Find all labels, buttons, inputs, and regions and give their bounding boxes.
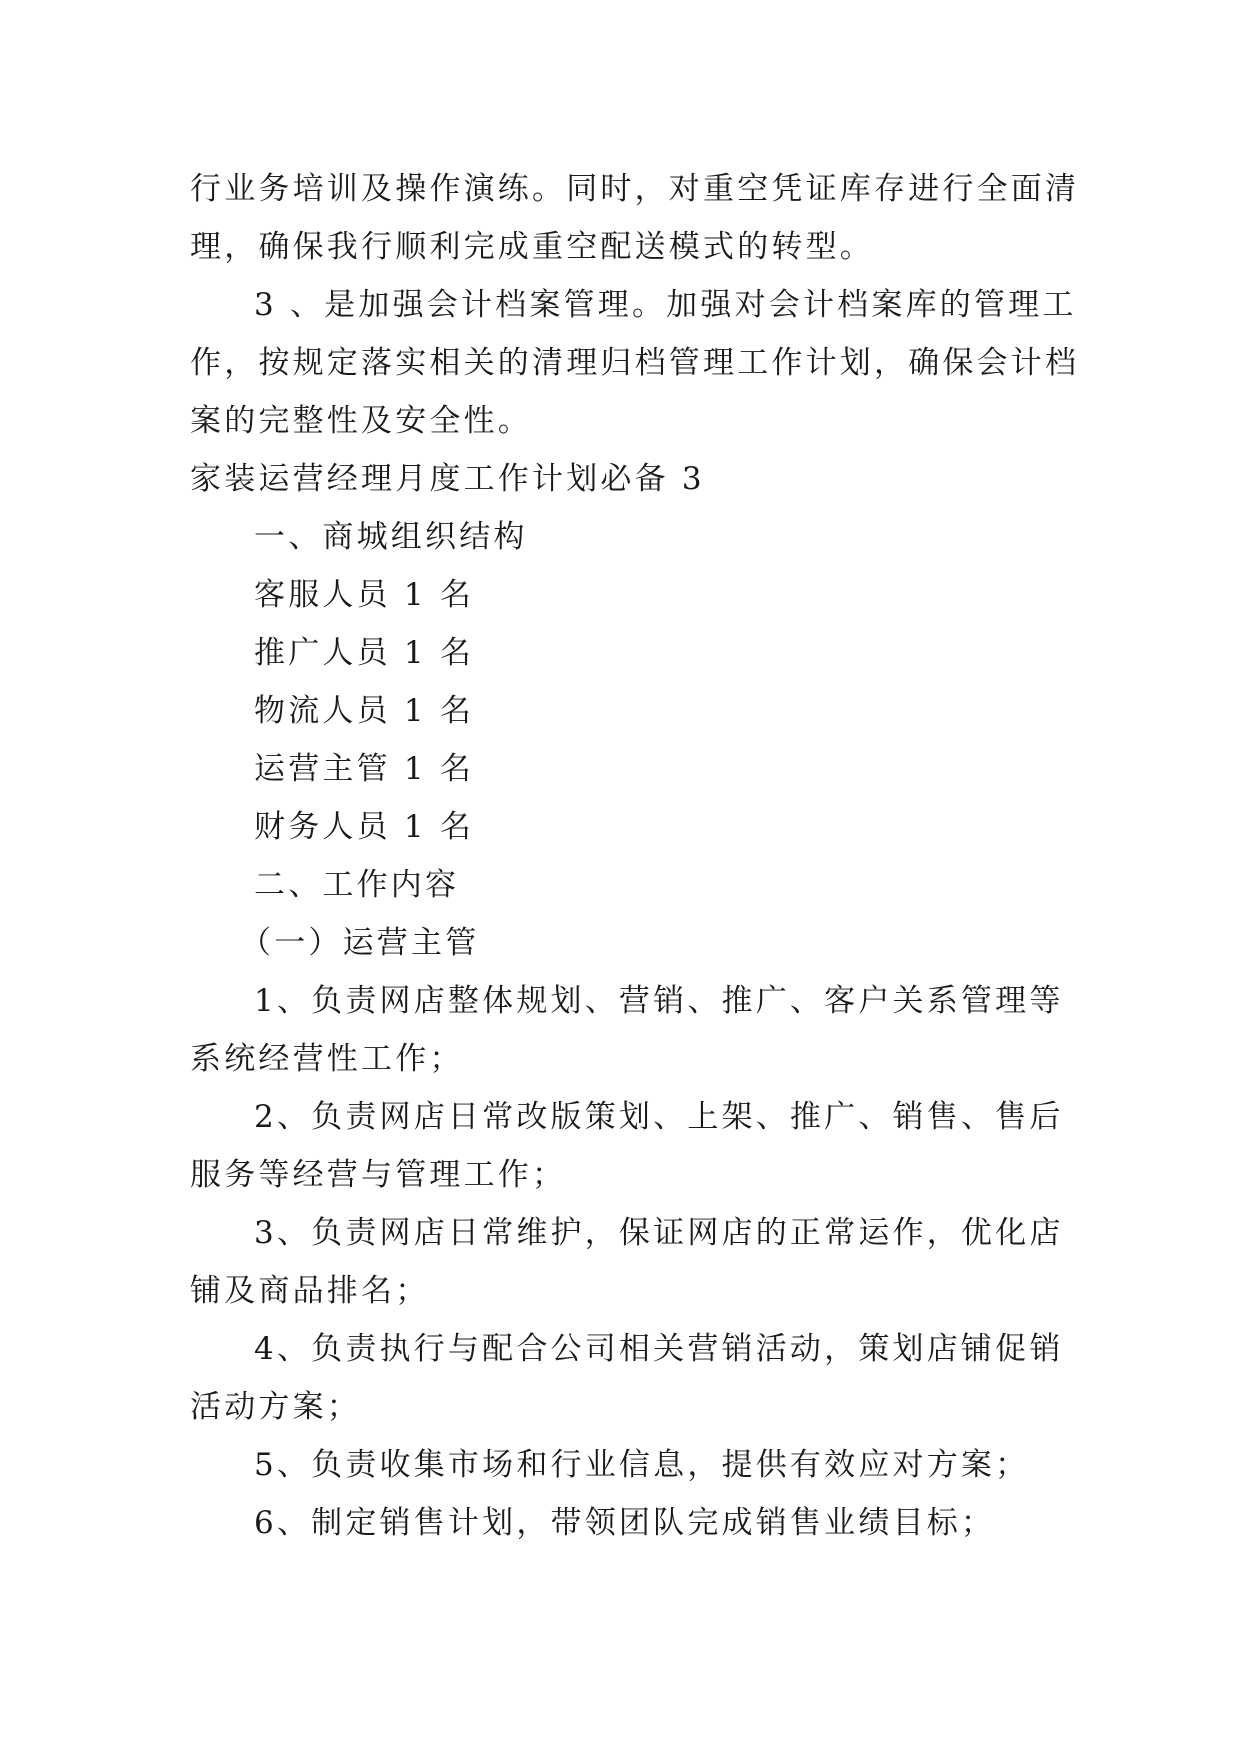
paragraph-line: 1、负责网店整体规划、营销、推广、客户关系管理等 xyxy=(254,983,1064,1019)
paragraph-line: 6、制定销售计划，带领团队完成销售业绩目标； xyxy=(254,1505,996,1541)
list-item: 客服人员 1 名 xyxy=(254,577,475,613)
paragraph-line: 3、负责网店日常维护，保证网店的正常运作，优化店 xyxy=(254,1215,1064,1251)
section-heading: 一、商城组织结构 xyxy=(254,519,528,555)
paragraph-line: 系统经营性工作； xyxy=(190,1041,464,1077)
list-item: 财务人员 1 名 xyxy=(254,809,475,845)
paragraph-line: 作，按规定落实相关的清理归档管理工作计划，确保会计档 xyxy=(190,345,1080,381)
paragraph-line: 活动方案； xyxy=(190,1389,361,1425)
paragraph-line: 3 、是加强会计档案管理。加强对会计档案库的管理工 xyxy=(254,287,1077,323)
section-heading: 二、工作内容 xyxy=(254,867,460,903)
paragraph-line: 5、负责收集市场和行业信息，提供有效应对方案； xyxy=(254,1447,1030,1483)
subsection-heading: （一）运营主管 xyxy=(240,925,480,961)
paragraph-line: 4、负责执行与配合公司相关营销活动，策划店铺促销 xyxy=(254,1331,1064,1367)
list-item: 物流人员 1 名 xyxy=(254,693,475,729)
section-title: 家装运营经理月度工作计划必备 3 xyxy=(190,461,705,497)
paragraph-line: 理，确保我行顺利完成重空配送模式的转型。 xyxy=(190,229,874,265)
paragraph-line: 铺及商品排名； xyxy=(190,1273,430,1309)
paragraph-line: 2、负责网店日常改版策划、上架、推广、销售、售后 xyxy=(254,1099,1064,1135)
paragraph-line: 服务等经营与管理工作； xyxy=(190,1157,567,1193)
document-body xyxy=(190,160,1080,1552)
paragraph-line: 案的完整性及安全性。 xyxy=(190,403,532,439)
list-item: 推广人员 1 名 xyxy=(254,635,475,671)
list-item: 运营主管 1 名 xyxy=(254,751,475,787)
paragraph-line: 行业务培训及操作演练。同时，对重空凭证库存进行全面清 xyxy=(190,171,1080,207)
